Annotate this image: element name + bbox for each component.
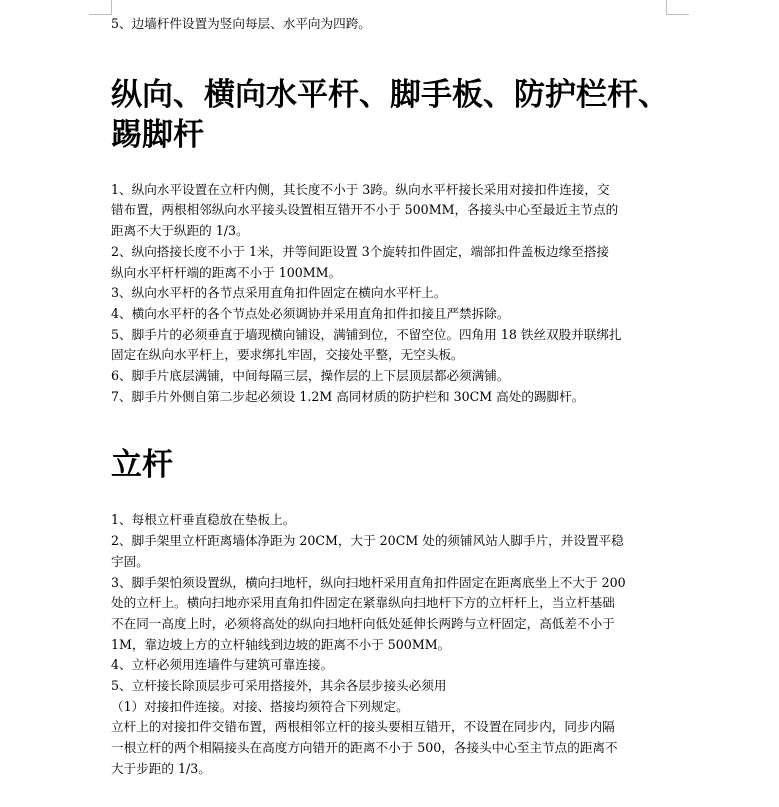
body-line: 立杆上的对接扣件交错布置，两根相邻立杆的接头要相互错开，不设置在同步内，同步内隔	[111, 719, 615, 735]
body-line: 3、纵向水平杆的各节点采用直角扣件固定在横向水平杆上。	[111, 285, 447, 301]
body-line: 7、脚手片外侧自第二步起必须设 1.2M 高同材质的防护栏和 30CM 高处的踢脚杆。	[111, 388, 585, 404]
body-line: 距离不大于纵距的 1/3。	[111, 223, 249, 239]
body-line: 1、每根立杆垂直稳放在垫板上。	[111, 512, 296, 528]
body-line: 纵向水平杆杆端的距离不小于 100MM。	[111, 264, 342, 280]
section2-body	[111, 510, 671, 779]
body-line: 2、脚手架里立杆距离墙体净距为 20CM，大于 20CM 处的须铺风站人脚手片，并设置平稳	[111, 533, 624, 549]
body-line: 5、脚手片的必须垂直于墙现横向铺设，满铺到位，不留空位。四角用 18 铁丝双股并联绑扎	[111, 326, 622, 342]
section1-title-line1: 纵向、横向水平杆、脚手板、防护栏杆、	[111, 76, 669, 113]
body-line: （1）对接扣件连接。对接、搭接均须符合下列规定。	[111, 698, 409, 714]
document-page	[111, 14, 671, 780]
body-line: 1、纵向水平设置在立杆内侧，其长度不小于 3跨。纵向水平杆接长采用对接扣件连接，交	[111, 181, 610, 197]
body-line: 一根立杆的两个相隔接头在高度方向错开的距离不小于 500，各接头中心至主节点的距离不	[111, 740, 618, 756]
section2-title: 立杆	[111, 447, 173, 484]
body-line: 1M，靠边坡上方的立杆轴线到边坡的距离不小于 500MM。	[111, 636, 451, 652]
body-line: 错布置，两根相邻纵向水平接头设置相互错开不小于 500MM，各接头中心至最近主节点的	[111, 202, 619, 218]
body-line: 不在同一高度上时，必须将高处的纵向扫地杆向低处延伸长两跨与立杆固定，高低差不小于	[111, 615, 615, 631]
crop-mark-left	[89, 0, 112, 15]
section1-body	[111, 180, 671, 408]
body-line: 4、横向水平杆的各个节点处必须调协并采用直角扣件扣接且严禁拆除。	[111, 305, 510, 321]
body-line: 3、脚手架怕须设置纵，横向扫地杆，纵向扫地杆采用直角扣件固定在距离底坐上不大于 200	[111, 574, 626, 590]
body-line: 宇固。	[111, 553, 149, 569]
body-line: 4、立杆必须用连墙件与建筑可靠连接。	[111, 657, 334, 673]
body-line: 5、立杆接长除顶层步可采用搭接外，其余各层步接头必须用	[111, 678, 447, 694]
body-line: 固定在纵向水平杆上，要求绑扎牢固，交接处平整，无空头板。	[111, 347, 464, 363]
body-line: 6、脚手片底层满铺，中间每隔三层，操作层的上下层顶层都必须满铺。	[111, 368, 510, 384]
section1-title-line2: 踢脚杆	[111, 116, 204, 153]
body-line: 处的立杆上。横向扫地亦采用直角扣件固定在紧靠纵向扫地杆下方的立杆杆上，当立杆基础	[111, 595, 615, 611]
intro-line: 5、边墙杆件设置为竖向每层、水平向为四跨。	[111, 16, 371, 31]
body-line: 大于步距的 1/3。	[111, 760, 211, 776]
crop-mark-right	[666, 0, 689, 15]
body-line: 2、纵向搭接长度不小于 1米，并等间距设置 3个旋转扣件固定，端部扣件盖板边缘至搭接	[111, 243, 610, 259]
